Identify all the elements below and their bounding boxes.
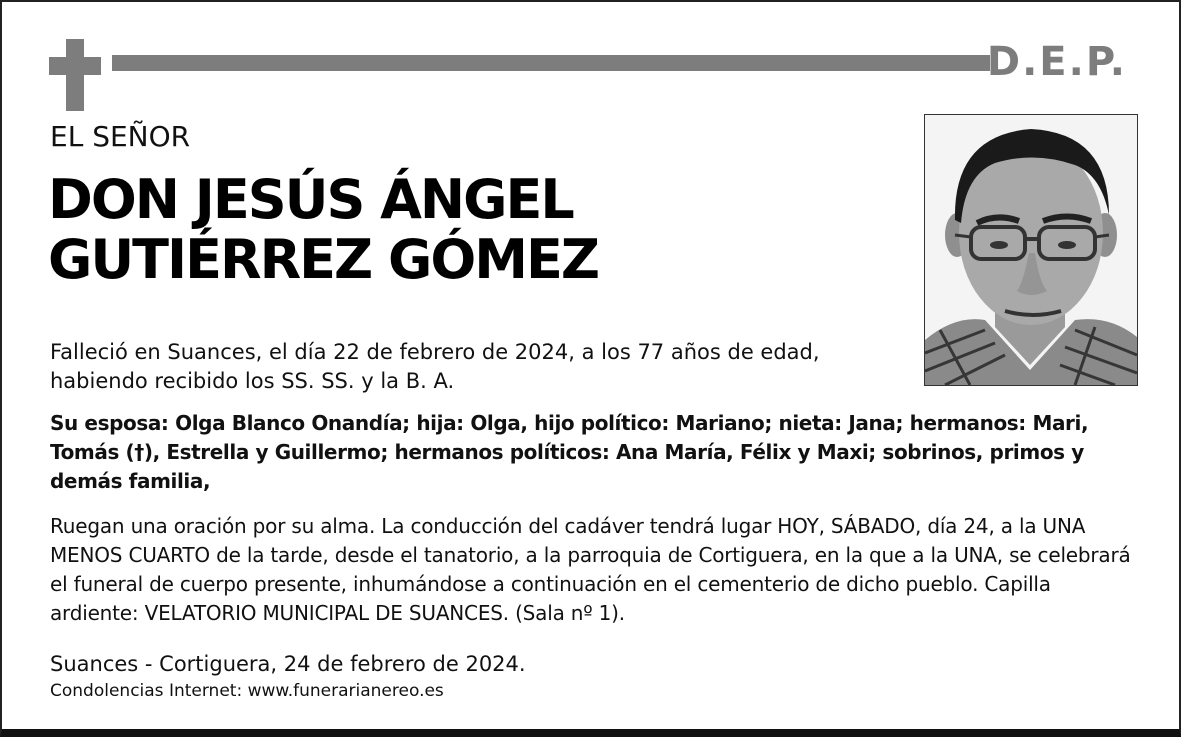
ceremony-details: Ruegan una oración por su alma. La conducción del cadáver tendrá lugar HOY, SÁBADO, día 24, a la UNA MENOS CUARTO de la tarde, desde el tanatorio, a la parroquia de Cortiguera, en la que a la UNA, se celebrará el funeral de cuerpo presente, inhumándose a continuación en el cementerio de dicho pueblo. Capilla ardiente: VELATORIO MUNICIPAL DE SUANCES. (Sala nº 1). — [50, 514, 1131, 625]
condolences-info: Condolencias Internet: www.funerarianereo.es — [50, 681, 444, 701]
header-rule — [112, 55, 990, 71]
honorific-prefix: EL SEÑOR — [50, 120, 191, 153]
family-list: Su esposa: Olga Blanco Onandía; hija: Olga, hijo político: Mariano; nieta: Jana; hermanos: Mari, Tomás (†), Estrella y Guillermo; hermanos políticos: Ana María, Félix y Maxi; sobrinos, primos y demás familia, — [50, 411, 1089, 493]
place-date: Suances - Cortiguera, 24 de febrero de 2024. — [50, 652, 526, 676]
deceased-name-line2: GUTIÉRREZ GÓMEZ — [48, 228, 598, 291]
deceased-name-line1: DON JESÚS ÁNGEL — [48, 168, 573, 231]
death-notice: Falleció en Suances, el día 22 de febrero de 2024, a los 77 años de edad, habiendo recibido los SS. SS. y la B. A. — [50, 340, 820, 393]
dep-abbreviation: D.E.P. — [986, 39, 1127, 85]
latin-cross-icon — [49, 39, 101, 111]
portrait-illustration — [925, 115, 1137, 385]
deceased-name — [48, 170, 908, 290]
portrait-photo — [924, 114, 1138, 386]
